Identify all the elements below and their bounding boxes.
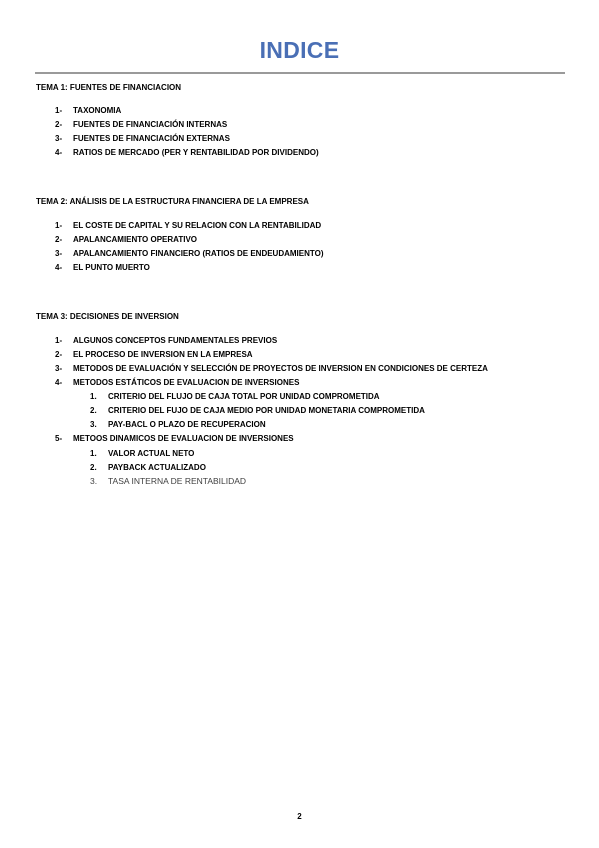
list-item-number: 1- (55, 336, 63, 345)
list-item-text: FUENTES DE FINANCIACIÓN INTERNAS (73, 120, 228, 129)
list-item-text: VALOR ACTUAL NETO (108, 449, 195, 458)
list-item-text: METODOS DE EVALUACIÓN Y SELECCIÓN DE PROYECTOS DE INVERSION EN CONDICIONES DE CERTEZA (73, 364, 488, 373)
list-item-number: 4- (55, 263, 63, 272)
list-item-number: 4- (55, 378, 63, 387)
list-item-number: 3- (55, 364, 63, 373)
list-item-number: 5- (55, 434, 63, 443)
list-item-text: PAYBACK ACTUALIZADO (108, 463, 206, 472)
title-divider (35, 72, 565, 74)
list-item-text: APALANCAMIENTO OPERATIVO (73, 235, 198, 244)
list-item-text: FUENTES DE FINANCIACIÓN EXTERNAS (73, 134, 230, 143)
tema-2-heading: TEMA 2: ANÁLISIS DE LA ESTRUCTURA FINANCIERA DE LA EMPRESA (36, 197, 309, 206)
tema-3-heading: TEMA 3: DECISIONES DE INVERSION (36, 312, 179, 321)
list-item-number: 3- (55, 249, 63, 258)
list-item-number: 3. (90, 476, 98, 486)
list-item-number: 2- (55, 120, 63, 129)
list-item-text: EL PROCESO DE INVERSION EN LA EMPRESA (73, 350, 253, 359)
list-item-text: EL PUNTO MUERTO (73, 263, 150, 272)
list-item-text: CRITERIO DEL FLUJO DE CAJA TOTAL POR UNIDAD COMPROMETIDA (108, 392, 380, 401)
list-item-text: METODOS ESTÁTICOS DE EVALUACION DE INVERSIONES (73, 378, 300, 387)
list-item-text: CRITERIO DEL FUJO DE CAJA MEDIO POR UNIDAD MONETARIA COMPROMETIDA (108, 406, 425, 415)
list-item-text: TAXONOMIA (73, 106, 122, 115)
list-item-text: EL COSTE DE CAPITAL Y SU RELACION CON LA RENTABILIDAD (73, 221, 322, 230)
list-item-number: 3- (55, 134, 63, 143)
list-item-text: ALGUNOS CONCEPTOS FUNDAMENTALES PREVIOS (73, 336, 278, 345)
list-item-number: 2- (55, 235, 63, 244)
page-title: INDICE (259, 37, 340, 63)
list-item-number: 2. (90, 463, 97, 472)
list-item-number: 1- (55, 106, 63, 115)
list-item-number: 2. (90, 406, 97, 415)
page-number: 2 (297, 812, 302, 821)
list-item-number: 1. (90, 449, 97, 458)
list-item-number: 1. (90, 392, 97, 401)
list-item-text: PAY-BACL O PLAZO DE RECUPERACION (108, 420, 266, 429)
tema-1-heading: TEMA 1: FUENTES DE FINANCIACION (36, 83, 182, 92)
list-item-text: RATIOS DE MERCADO (PER Y RENTABILIDAD POR DIVIDENDO) (73, 148, 319, 157)
list-item-number: 1- (55, 221, 63, 230)
list-item-text: TASA INTERNA DE RENTABILIDAD (108, 476, 247, 486)
list-item-number: 2- (55, 350, 63, 359)
list-item-text: APALANCAMIENTO FINANCIERO (RATIOS DE ENDEUDAMIENTO) (73, 249, 324, 258)
list-item-text: METOOS DINAMICOS DE EVALUACION DE INVERSIONES (73, 434, 294, 443)
list-item-number: 4- (55, 148, 63, 157)
list-item-number: 3. (90, 420, 97, 429)
